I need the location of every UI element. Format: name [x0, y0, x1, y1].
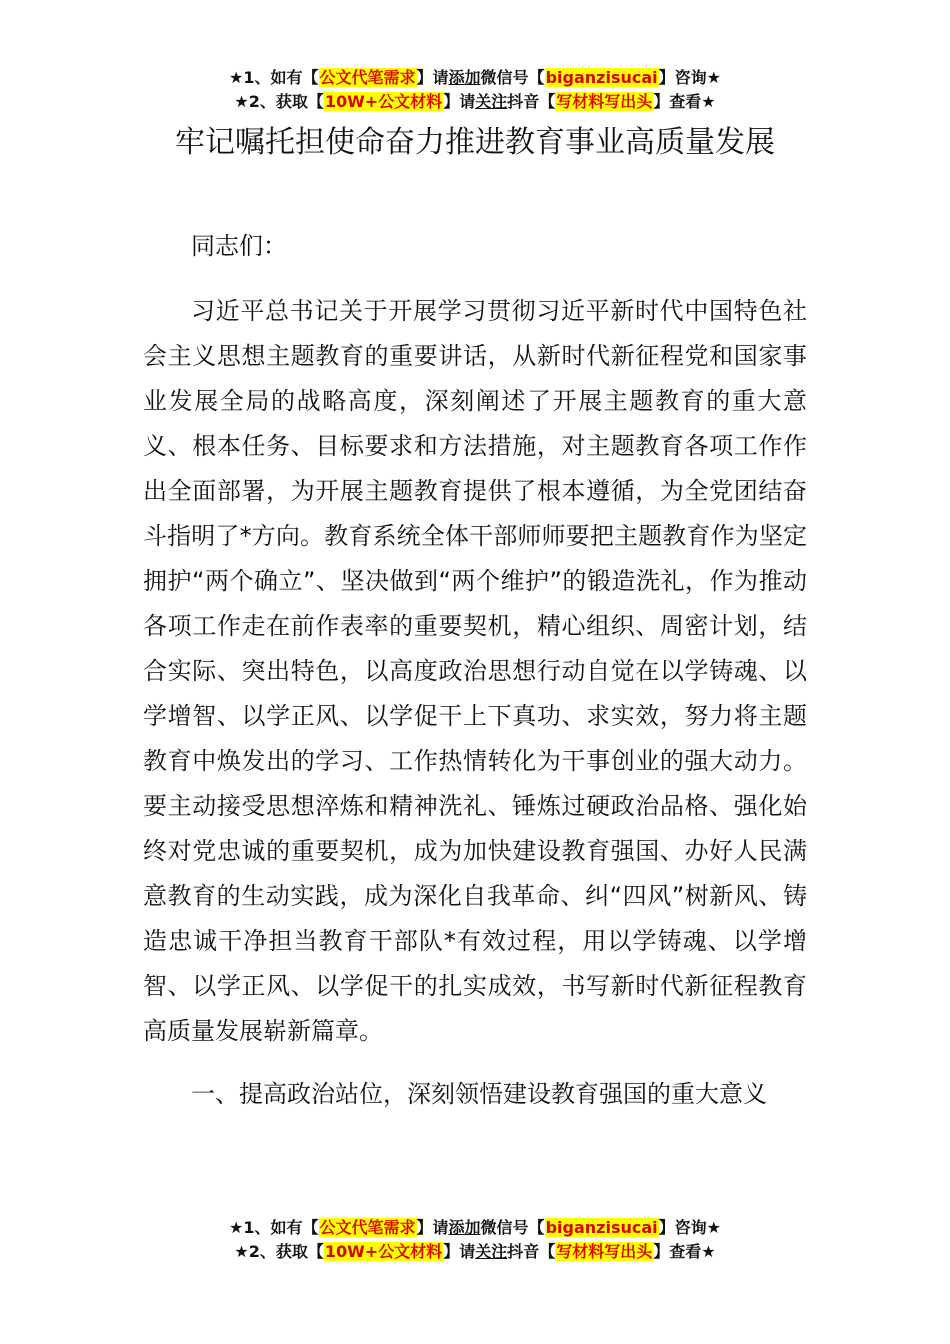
banner-text: 微信号【 — [480, 68, 545, 87]
banner-text: 】请 — [443, 1242, 476, 1261]
header-banner — [0, 66, 950, 114]
banner-underline: 关注 — [475, 92, 508, 111]
banner-highlight: 公文代笔需求 — [319, 1218, 416, 1237]
banner-text: 】请 — [416, 1218, 449, 1237]
document-body — [143, 224, 807, 1117]
banner-highlight: biganzisucai — [545, 1218, 658, 1237]
banner-text: 】查看★ — [653, 1242, 716, 1261]
banner-text: 抖音【 — [507, 1242, 556, 1261]
banner-text: 】请 — [443, 92, 476, 111]
banner-highlight: 10W+公文材料 — [324, 1242, 443, 1261]
footer-banner — [0, 1216, 950, 1264]
banner-text: 】咨询★ — [658, 68, 721, 87]
document-title: 牢记嘱托担使命奋力推进教育事业高质量发展 — [175, 125, 775, 160]
greeting: 同志们： — [191, 232, 287, 260]
section-heading: 一、提高政治站位，深刻领悟建设教育强国的重大意义 — [191, 1080, 767, 1108]
banner-underline: 添加 — [448, 1218, 481, 1237]
banner-highlight: 公文代笔需求 — [319, 68, 416, 87]
banner-text: ★2、获取【 — [234, 1242, 324, 1261]
banner-underline: 添加 — [448, 68, 481, 87]
banner-line-2 — [0, 1240, 950, 1264]
banner-line-2 — [0, 90, 950, 114]
banner-text: 】咨询★ — [658, 1218, 721, 1237]
banner-text: ★1、如有【 — [229, 68, 319, 87]
banner-highlight: 10W+公文材料 — [324, 92, 443, 111]
banner-text: 抖音【 — [507, 92, 556, 111]
banner-highlight: 写材料写出头 — [556, 1242, 653, 1261]
banner-line-1 — [0, 1216, 950, 1240]
body-paragraph: 习近平总书记关于开展学习贯彻习近平新时代中国特色社会主义思想主题教育的重要讲话，从新时代新征程党和国家事业发展全局的战略高度，深刻阐述了开展主题教育的重大意义、根本任务、目标要求和方法措施，对主题教育各项工作作出全面部署，为开展主题教育提供了根本遵循，为全党团结奋斗指明了*方向。教育系统全体干部师师要把主题教育作为坚定拥护“两个确立”、坚决做到“两个维护”的锻造洗礼，作为推动各项工作走在前作表率的重要契机，精心组织、周密计划，结合实际、突出特色，以高度政治思想行动自觉在以学铸魂、以学增智、以学正风、以学促干上下真功、求实效，努力将主题教育中焕发出的学习、工作热情转化为干事创业的强大动力。要主动接受思想淬炼和精神洗礼、锤炼过硬政治品格、强化始终对党忠诚的重要契机，成为加快建设教育强国、办好人民满意教育的生动实践，成为深化自我革命、纠“四风”树新风、铸造忠诚干净担当教育干部队*有效过程，用以学铸魂、以学增智、以学正风、以学促干的扎实成效，书写新时代新征程教育高质量发展崭新篇章。 — [143, 297, 807, 1045]
banner-highlight: 写材料写出头 — [556, 92, 653, 111]
banner-underline: 关注 — [475, 1242, 508, 1261]
banner-text: 】查看★ — [653, 92, 716, 111]
banner-text: 微信号【 — [480, 1218, 545, 1237]
banner-line-1 — [0, 66, 950, 90]
banner-text: 】请 — [416, 68, 449, 87]
banner-text: ★2、获取【 — [234, 92, 324, 111]
banner-text: ★1、如有【 — [229, 1218, 319, 1237]
banner-highlight: biganzisucai — [545, 68, 658, 87]
